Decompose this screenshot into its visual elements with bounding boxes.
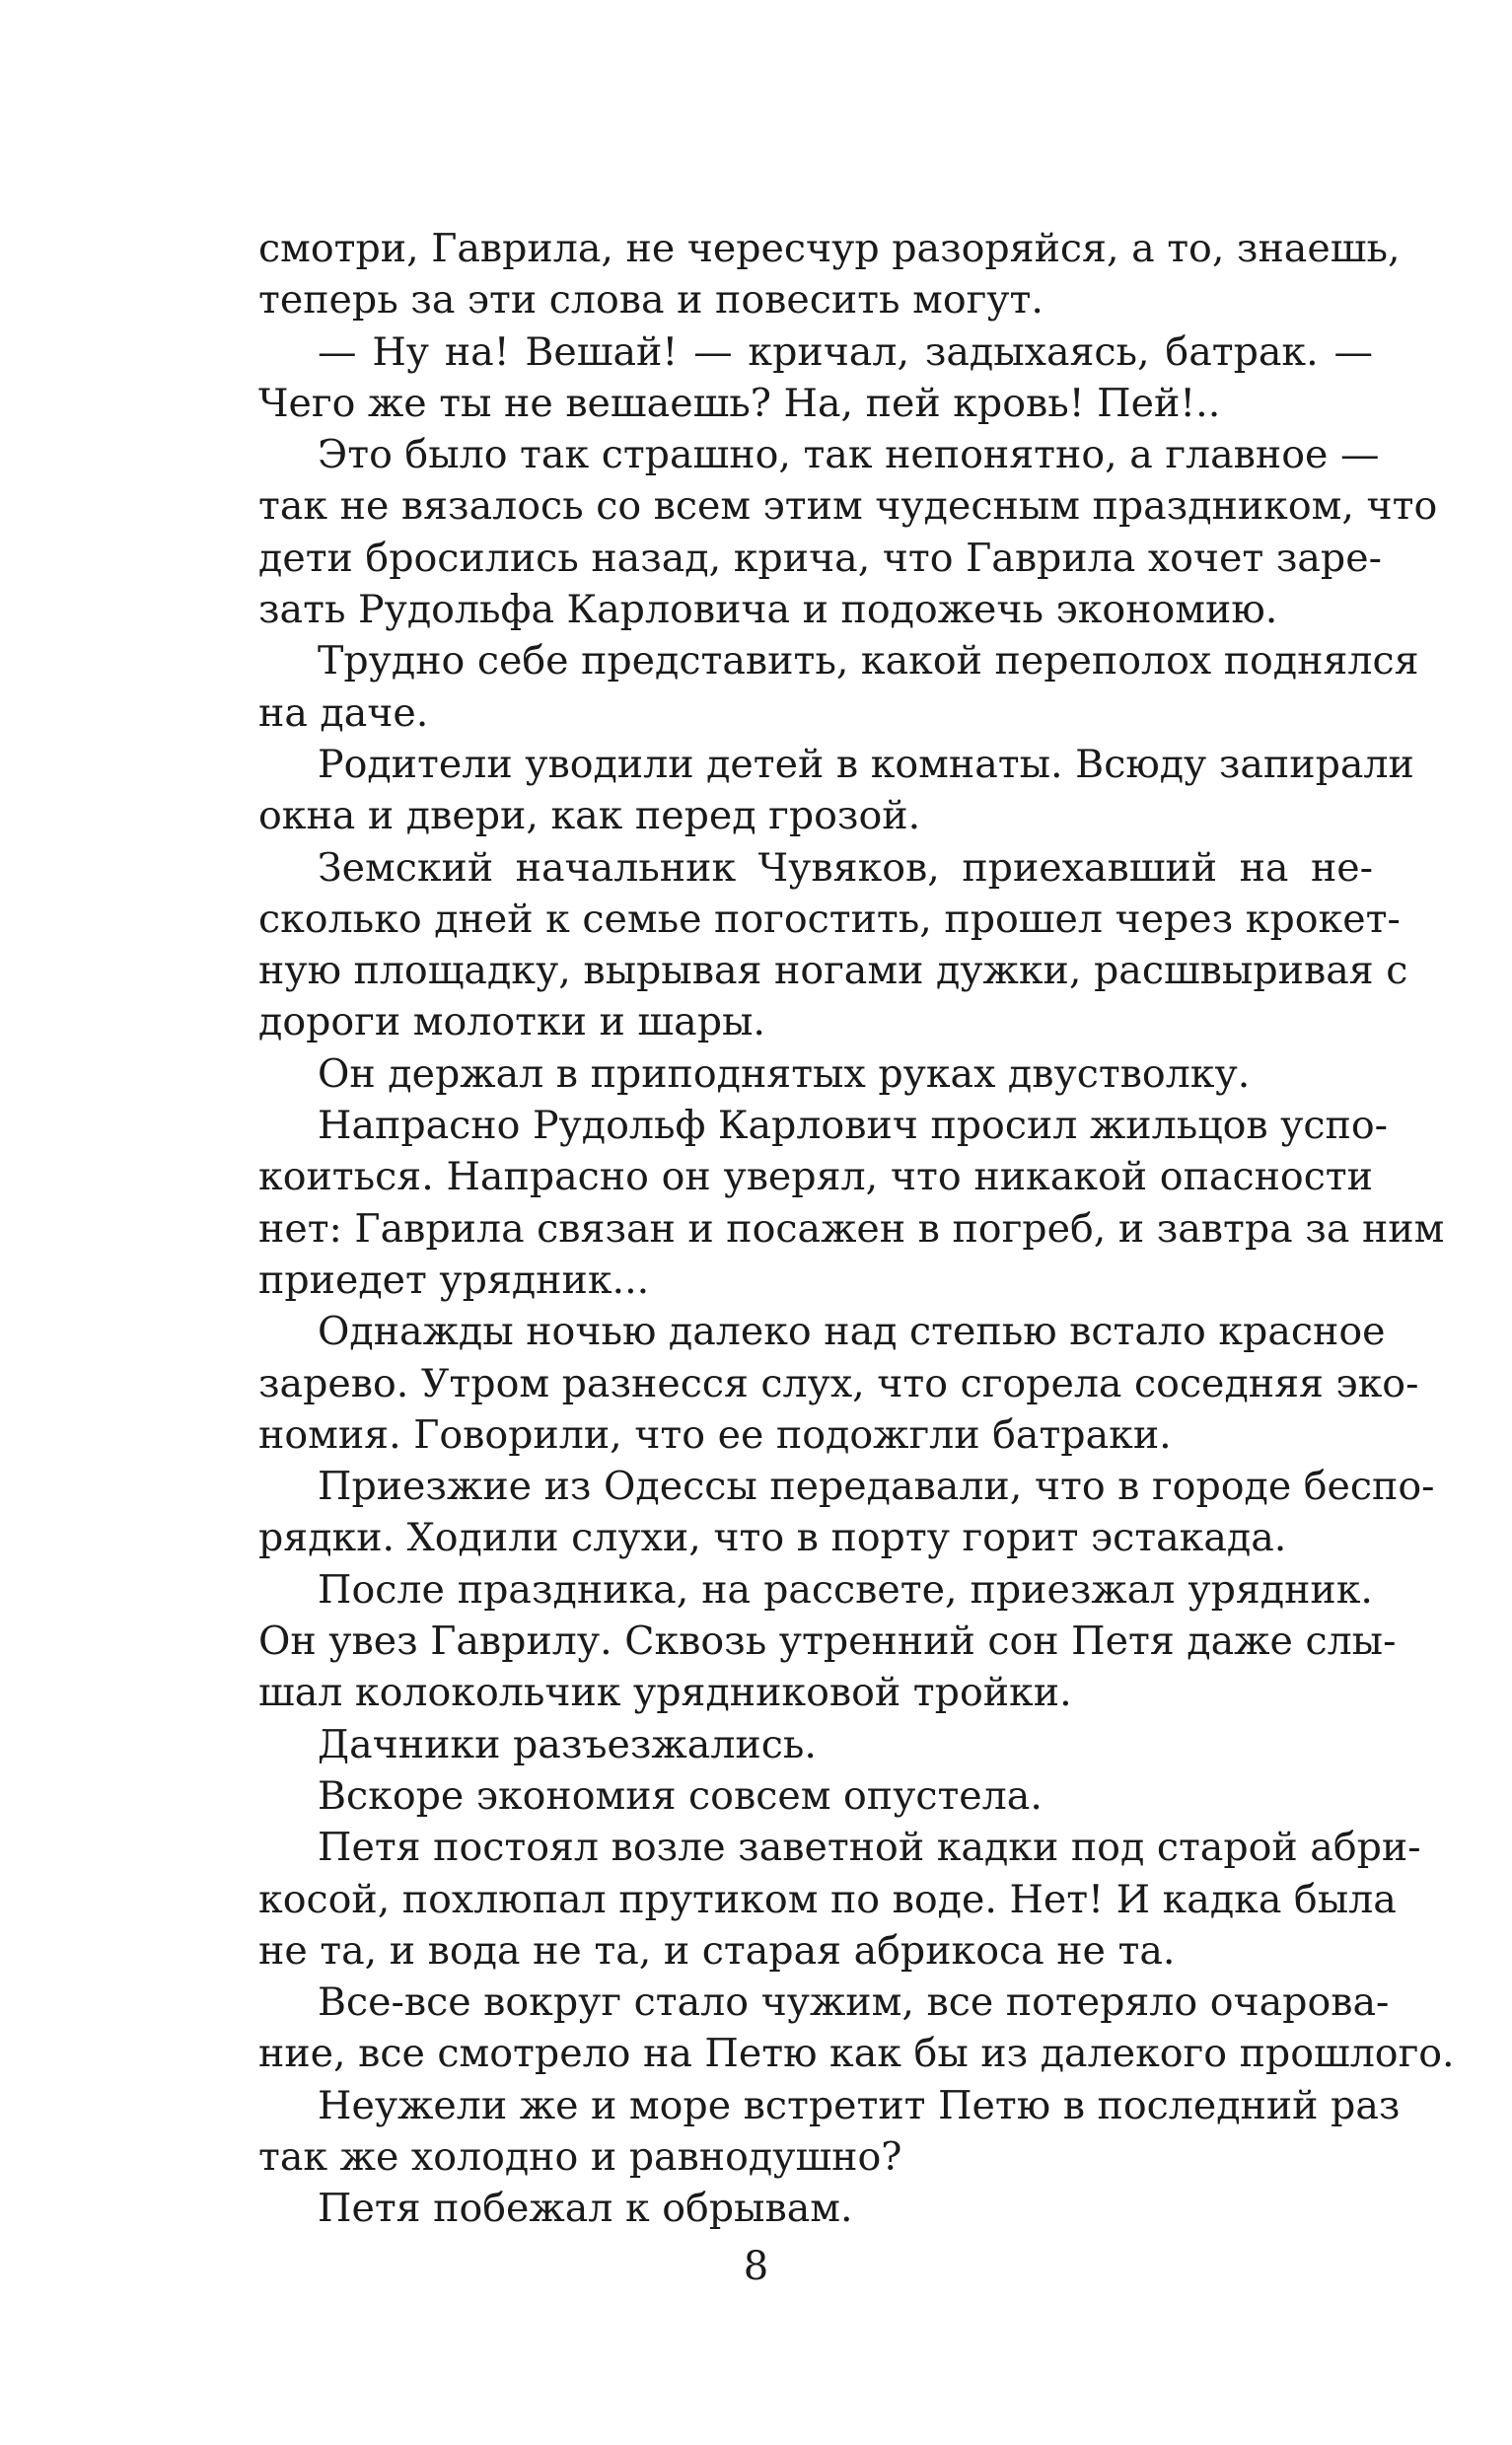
text-line: коиться. Напрасно он уверял, что никакой опасности xyxy=(258,1154,1373,1200)
text-line: приедет урядник... xyxy=(258,1257,650,1303)
paragraph xyxy=(258,326,1373,430)
text-line: Чего же ты не вешаешь? На, пей кровь! Пей!.. xyxy=(258,380,1221,426)
text-line: так не вязалось со всем этим чудесным праздником, что xyxy=(258,483,1438,530)
text-line: Это было так страшно, так непонятно, а главное — xyxy=(318,432,1380,478)
paragraph xyxy=(258,1048,1373,1100)
text-line: шал колокольчик урядниковой тройки. xyxy=(258,1670,1072,1716)
paragraph xyxy=(258,739,1414,842)
paragraph xyxy=(258,1770,1373,1822)
paragraph xyxy=(258,429,1438,635)
paragraph xyxy=(258,1564,1397,1719)
text-line: теперь за эти слова и повесить могут. xyxy=(258,277,1044,324)
text-line: номия. Говорили, что ее подожгли батраки. xyxy=(258,1411,1172,1458)
text-line: нет: Гаврила связан и посажен в погреб, и завтра за ним xyxy=(258,1205,1445,1252)
text-line: — Ну на! Вешай! — кричал, задыхаясь, батрак. — xyxy=(318,328,1373,375)
text-line: Он держал в приподнятых руках двустволку. xyxy=(318,1050,1251,1097)
text-line: Дачники разъезжались. xyxy=(318,1721,817,1767)
text-line: Все-все вокруг стало чужим, все потеряло очарова- xyxy=(318,1979,1390,2026)
text-line: Трудно себе представить, какой переполох поднялся xyxy=(318,638,1419,684)
text-line: дороги молотки и шары. xyxy=(258,999,765,1045)
paragraph xyxy=(258,2183,1373,2234)
paragraph xyxy=(258,1977,1455,2080)
paragraph xyxy=(258,842,1408,1048)
text-line: сколько дней к семье погостить, прошел через крокет- xyxy=(258,896,1401,942)
text-line: ние, все смотрело на Петю как бы из далекого прошлого. xyxy=(258,2031,1455,2077)
paragraph xyxy=(258,1822,1421,1977)
text-line: Родители уводили детей в комнаты. Всюду запирали xyxy=(318,741,1414,787)
paragraph xyxy=(258,1100,1445,1306)
paragraph xyxy=(258,1306,1419,1461)
text-line: смотри, Гаврила, не чересчур разоряйся, а то, знаешь, xyxy=(258,226,1401,271)
text-line: Напрасно Рудольф Карлович просил жильцов успо- xyxy=(318,1103,1388,1149)
paragraph xyxy=(258,223,1401,326)
text-line: Петя постоял возле заветной кадки под старой абри- xyxy=(318,1825,1421,1871)
text-line: Он увез Гаврилу. Сквозь утренний сон Петя даже слы- xyxy=(258,1618,1397,1665)
text-line: окна и двери, как перед грозой. xyxy=(258,793,921,839)
page-number: 8 xyxy=(743,2244,769,2289)
text-line: так же холодно и равнодушно? xyxy=(258,2133,902,2180)
text-line: косой, похлюпал прутиком по воде. Нет! И кадка была xyxy=(258,1876,1397,1922)
paragraph xyxy=(258,635,1419,739)
text-line: зать Рудольфа Карловича и подожечь экономию. xyxy=(258,587,1278,633)
text-line: Приезжие из Одессы передавали, что в городе беспо- xyxy=(318,1464,1435,1510)
text-line: Земский начальник Чувяков, приехавший на не- xyxy=(318,844,1373,891)
text-line: Вскоре экономия совсем опустела. xyxy=(318,1772,1043,1819)
paragraph xyxy=(258,1461,1435,1564)
text-line: дети бросились назад, крича, что Гаврила хочет заре- xyxy=(258,535,1382,581)
text-line: на даче. xyxy=(258,689,429,736)
text-line: Неужели же и море встретит Петю в последний раз xyxy=(318,2082,1401,2128)
text-line: Однажды ночью далеко над степью встало красное xyxy=(318,1309,1386,1355)
text-line: не та, и вода не та, и старая абрикоса не та. xyxy=(258,1927,1176,1974)
paragraph xyxy=(258,1719,1373,1770)
paragraph xyxy=(258,2080,1401,2184)
text-line: Петя побежал к обрывам. xyxy=(318,2186,853,2232)
text-line: зарево. Утром разнесся слух, что сгорела соседняя эко- xyxy=(258,1360,1419,1406)
text-line: рядки. Ходили слухи, что в порту горит эстакада. xyxy=(258,1515,1287,1561)
text-line: ную площадку, вырывая ногами дужки, расшвыривая с xyxy=(258,948,1408,994)
text-line: После праздника, на рассвете, приезжал урядник. xyxy=(318,1566,1373,1613)
body-text xyxy=(258,223,1455,2235)
